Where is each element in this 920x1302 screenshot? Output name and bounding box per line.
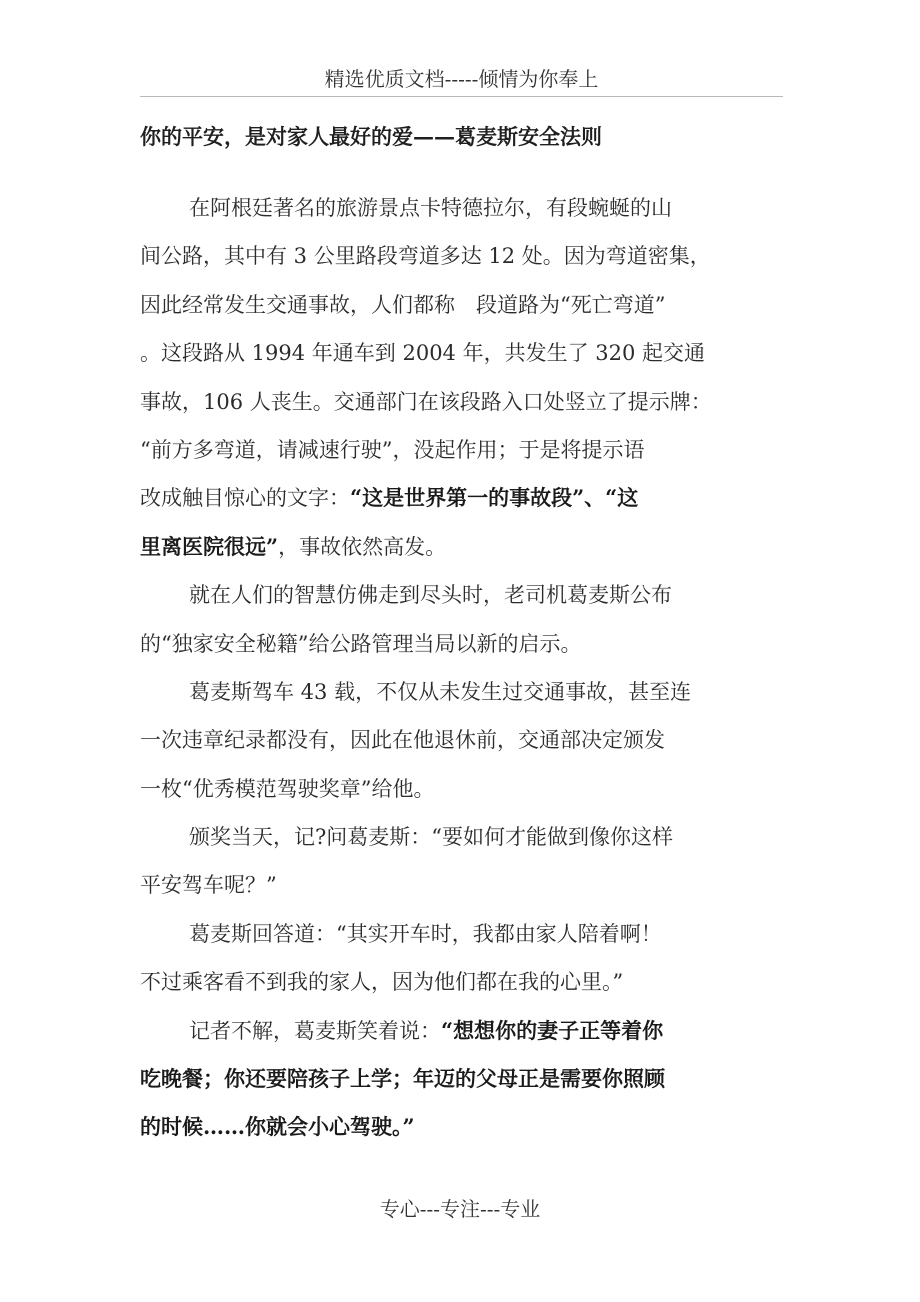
bold-sign-quote-2: 里离医院很远” bbox=[140, 533, 279, 559]
paragraph-1-line-3-part-a: 因此经常发生交通事故，人们都称 bbox=[140, 292, 455, 317]
header-text: 精选优质文档-----倾情为你奉上 bbox=[324, 67, 599, 91]
paragraph-6-line-3: 的时候……你就会小心驾驶。” bbox=[140, 1114, 415, 1140]
paragraph-1-line-8 bbox=[140, 523, 780, 571]
paragraph-6-line-2: 吃晚餐；你还要陪孩子上学；年迈的父母正是需要你照顾 bbox=[140, 1066, 665, 1092]
document-body bbox=[140, 184, 780, 1152]
paragraph-1-line-7-part-a: 改成触目惊心的文字： bbox=[140, 486, 350, 511]
paragraph-3-line-1: 葛麦斯驾车 43 载，不仅从未发生过交通事故，甚至连 bbox=[189, 679, 692, 704]
paragraph-1-line-1: 在阿根廷著名的旅游景点卡特德拉尔，有段蜿蜒的山 bbox=[189, 196, 672, 220]
paragraph-5-line-2: 不过乘客看不到我的家人，因为他们都在我的心里。” bbox=[140, 970, 624, 995]
paragraph-1-line-4: 。这段路从 1994 年通车到 2004 年，共发生了 320 起交通 bbox=[140, 341, 706, 366]
paragraph-3-line-3: 一枚“优秀模范驾驶奖章”给他。 bbox=[140, 776, 435, 801]
page-footer bbox=[0, 1196, 920, 1222]
paragraph-2-line-2: 的“独家安全秘籍”给公路管理当局以新的启示。 bbox=[140, 631, 582, 656]
paragraph-2-line-1: 就在人们的智慧仿佛走到尽头时，老司机葛麦斯公布 bbox=[189, 583, 672, 608]
paragraph-1-line-2: 间公路，其中有 3 公里路段弯道多达 12 处。因为弯道密集， bbox=[140, 244, 711, 269]
paragraph-4-line-2: 平安驾车呢？” bbox=[140, 873, 277, 898]
paragraph-4-line-1: 颁奖当天，记?问葛麦斯：“要如何才能做到像你这样 bbox=[189, 825, 673, 850]
paragraph-1-line-5: 事故，106 人丧生。交通部门在该段路入口处竖立了提示牌： bbox=[140, 389, 712, 414]
footer-text: 专心---专注---专业 bbox=[379, 1197, 541, 1221]
paragraph-1-line-7 bbox=[140, 474, 780, 522]
paragraph-5-line-1: 葛麦斯回答道：“其实开车时，我都由家人陪着啊！ bbox=[189, 921, 662, 946]
bold-gomez-quote-1: “想想你的妻子正等着你 bbox=[441, 1017, 664, 1043]
page-header bbox=[140, 66, 783, 97]
paragraph-1-line-6: “前方多弯道，请减速行驶”，没起作用；于是将提示语 bbox=[140, 437, 645, 462]
paragraph-1-line-3-part-b: 段道路为“死亡弯道” bbox=[476, 292, 666, 317]
paragraph-6-line-1-part-a: 记者不解，葛麦斯笑着说： bbox=[189, 1018, 441, 1043]
document-title: 你的平安，是对家人最好的爱——葛麦斯安全法则 bbox=[140, 124, 602, 149]
paragraph-1-line-3 bbox=[140, 281, 780, 329]
paragraph-6-line-1 bbox=[140, 1007, 780, 1055]
bold-sign-quote-1: “这是世界第一的事故段”、“这 bbox=[350, 485, 639, 511]
paragraph-1-line-8-part-b: ，事故依然高发。 bbox=[278, 534, 447, 559]
paragraph-3-line-2: 一次违章纪录都没有，因此在他退休前，交通部决定颁发 bbox=[140, 728, 665, 753]
